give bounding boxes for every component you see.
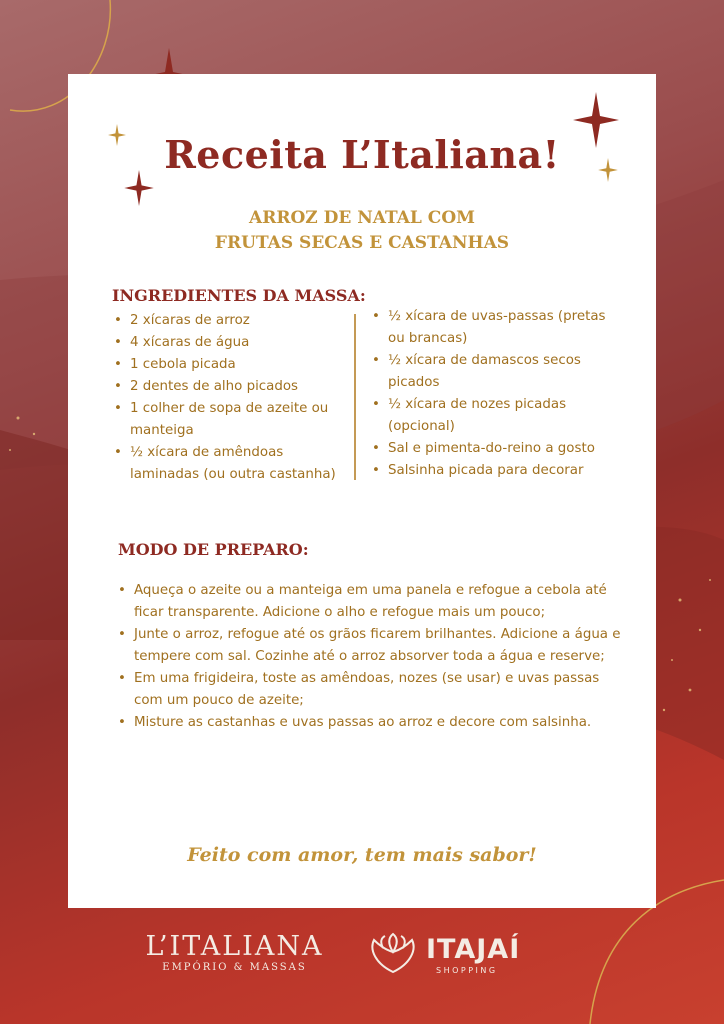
list-item: • Misture as castanhas e uvas passas ao arroz e decore com salsinha. [116, 712, 630, 734]
column-divider [354, 314, 356, 480]
list-item: • ½ xícara de uvas-passas (pretas ou brancas) [370, 306, 622, 350]
ingredients-list-left [112, 310, 352, 486]
list-item: • Aqueça o azeite ou a manteiga em uma panela e refogue a cebola até ficar transparente. Adicione o alho e refogue mais um pouco; [116, 580, 630, 624]
subtitle-line: FRUTAS SECAS E CASTANHAS [214, 233, 510, 253]
recipe-subtitle [68, 206, 656, 256]
list-item: • Junte o arroz, refogue até os grãos ficarem brilhantes. Adicione a água e tempere com sal. Cozinhe até o arroz absorver toda a água e reserve; [116, 624, 630, 668]
list-item: • Em uma frigideira, toste as amêndoas, nozes (se usar) e uvas passas com um pouco de azeite; [116, 668, 630, 712]
method-heading: MODO DE PREPARO: [118, 540, 309, 559]
recipe-card [68, 74, 656, 908]
list-item: • 2 xícaras de arroz [112, 310, 352, 332]
ingredients-list-right [370, 306, 622, 482]
list-item: • ½ xícara de nozes picadas (opcional) [370, 394, 622, 438]
logo-name: L’ITALIANA [145, 931, 324, 962]
list-item: • 2 dentes de alho picados [112, 376, 352, 398]
list-item: • 1 colher de sopa de azeite ou manteiga [112, 398, 352, 442]
itajai-shopping-logo [366, 932, 536, 982]
ingredients-heading: INGREDIENTES DA MASSA: [112, 286, 366, 305]
logo-tagline: EMPÓRIO & MASSAS [162, 962, 307, 973]
logo-tagline: SHOPPING [436, 966, 498, 975]
shell-logo-icon [366, 932, 420, 976]
list-item: • ½ xícara de damascos secos picados [370, 350, 622, 394]
subtitle-line: ARROZ DE NATAL COM [249, 208, 475, 228]
recipe-title: Receita L’Italiana! [164, 132, 560, 177]
list-item: • Sal e pimenta-do-reino a gosto [370, 438, 622, 460]
litaliana-logo [142, 932, 327, 973]
list-item: • 4 xícaras de água [112, 332, 352, 354]
list-item: • 1 cebola picada [112, 354, 352, 376]
logo-name: ITAJAÍ [426, 934, 521, 965]
list-item: • Salsinha picada para decorar [370, 460, 622, 482]
footer-phrase: Feito com amor, tem mais sabor! [187, 844, 537, 866]
list-item: • ½ xícara de amêndoas laminadas (ou outra castanha) [112, 442, 352, 486]
method-steps [116, 580, 630, 734]
